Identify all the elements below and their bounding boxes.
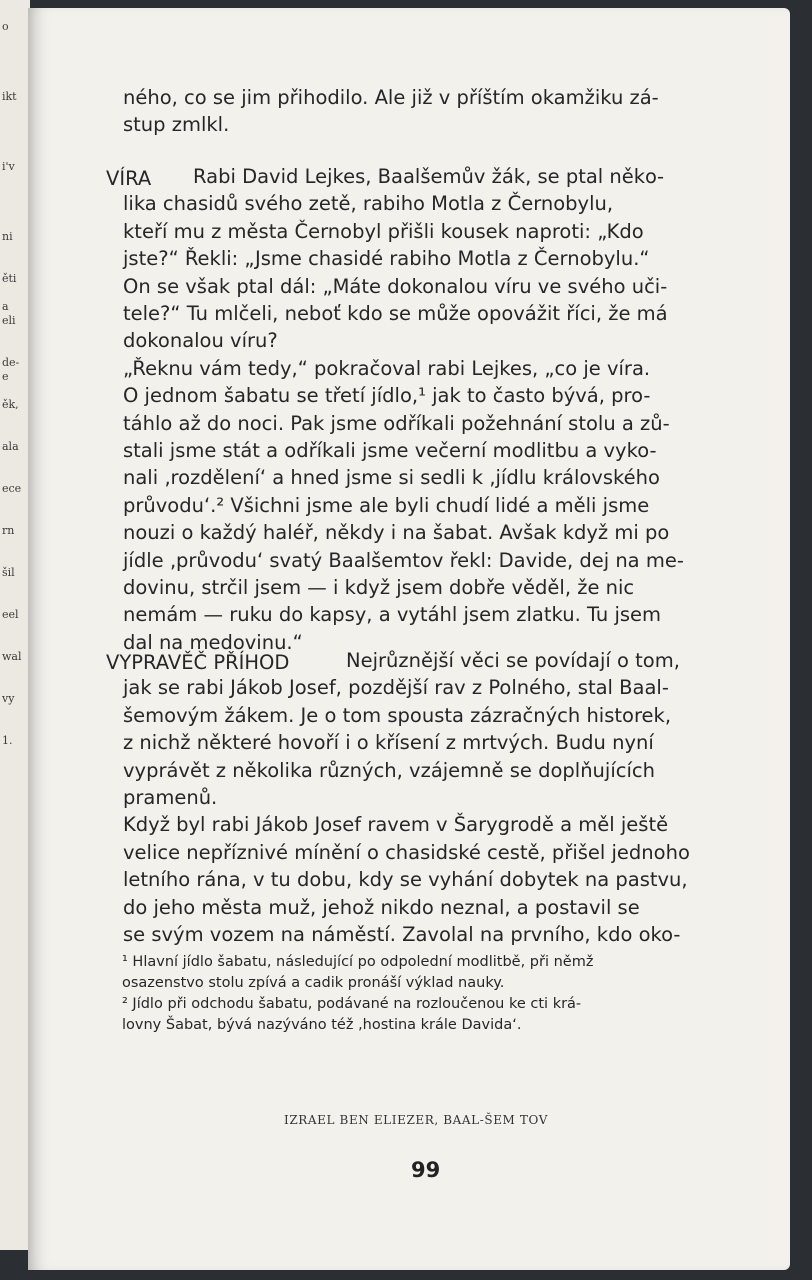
vira-line: stali jsme stát a odříkali jsme večerní modlitbu a vyko- [123,439,657,462]
left-page-fragment: a [2,300,9,313]
vira-line: „Řeknu vám tedy,“ pokračoval rabi Lejkes, „co je víra. [123,356,651,380]
vyp-line: šemovým žákem. Je o tom spousta zázračných historek, [123,703,672,727]
running-footer: IZRAEL BEN ELIEZER, BAAL-ŠEM TOV [284,1113,548,1127]
left-page-fragment: e [2,370,9,383]
left-page-fragment: ni [2,230,13,243]
left-page-fragment: i'v [2,160,15,173]
vira-line: dal na medovinu.“ [123,630,303,654]
vyp-line: vyprávět z několika různých, vzájemně se doplňujících [123,758,655,782]
left-page-fragment: ala [2,440,19,453]
left-page-fragment: ikt [2,90,17,103]
vyp-line: Když byl rabi Jákob Josef ravem v Šarygrodě a měl ještě [123,813,669,837]
left-page-fragment: ěti [2,272,17,285]
vyp-line: z nichž některé hovoří i o křísení z mrtvých. Budu nyní [123,731,654,755]
vira-line: nemám — ruku do kapsy, a vytáhl jsem zlatku. Tu jsem [123,603,662,627]
left-page-fragment: ěk, [2,398,19,411]
vira-line: dovinu, strčil jsem — i když jsem dobře věděl, že nic [123,576,635,599]
section-heading-vypravec: VYPRAVĚČ PŘÍHOD [106,651,290,674]
vyp-line: velice nepříznivé mínění o chasidské cestě, přišel jednoho [123,840,690,864]
vira-line: dokonalou víru? [123,329,278,353]
page-number: 99 [411,1158,441,1182]
fn-line: osazenstvo stolu zpívá a cadik pronáší výklad nauky. [122,975,505,991]
left-page-edge [0,0,30,1250]
vyp-line: se svým vozem na náměstí. Zavolal na prvního, kdo oko- [123,923,681,946]
vira-line: táhlo až do noci. Pak jsme odříkali požehnání stolu a zů- [123,411,670,435]
left-page-fragment: wal [2,650,22,663]
left-page-fragment: šil [2,566,15,579]
vira-line: nouzi o každý haléř, někdy i na šabat. Avšak když mi po [123,521,670,545]
vira-line: On se však ptal dál: „Máte dokonalou víru ve svého uči- [123,274,668,298]
book-page [28,8,790,1270]
vira-first-line: Rabi David Lejkes, Baalšemův žák, se ptal někо- [193,165,665,188]
section-heading-vira: VÍRA [106,167,152,190]
left-page-fragment: eli [2,314,16,327]
fn-line: ¹ Hlavní jídlo šabatu, následující po odpolední modlitbě, při němž [122,954,594,970]
left-page-fragment: rn [2,524,15,537]
vyp-line: jak se rabi Jákob Josef, pozdější rav z Polného, stal Baal- [123,676,669,700]
vira-line: tele?“ Tu mlčeli, neboť kdo se může opovážit říci, že má [123,302,668,325]
left-page-fragment: vy [2,692,15,705]
vira-line: kteří mu z města Černobyl přišli kousek naproti: „Kdo [123,219,644,243]
intro-line-1: ného, co se jim přihodilo. Ale již v příštím okamžiku zá- [123,86,659,109]
vira-line: jste?“ Řekli: „Jsme chasidé rabiho Motla z Černobylu.“ [123,247,650,271]
left-page-fragment: 1. [2,734,13,747]
vira-line: nali ‚rozdělení‘ a hned jsme si sedli k ‚jídlu královského [123,466,660,490]
left-page-fragment: o [2,20,9,33]
vira-line: O jednom šabatu se třetí jídlo,¹ jak to často bývá, pro- [123,384,651,408]
vira-line: průvodu‘.² Všichni jsme ale byli chudí lidé a měli jsme [123,493,650,517]
fn-line: ² Jídlo při odchodu šabatu, podávané na rozloučenou ke cti krá- [122,996,582,1012]
left-page-fragment: eel [2,608,19,621]
vyp-line: pramenů. [123,786,218,809]
vyp-line: do jeho města muž, jehož nikdo neznal, a postavil se [123,895,640,919]
fn-line: lovny Šabat, bývá nazýváno též ‚hostina krále Davida‘. [122,1017,522,1033]
left-page-fragment: ece [2,482,22,495]
intro-line-2: stup zmlkl. [123,113,230,136]
vira-line: jídle ‚průvodu‘ svatý Baalšemtov řekl: Davide, dej na me- [123,548,684,572]
left-page-fragment: de- [2,356,20,369]
vypravec-first-line: Nejrůznější věci se povídají o tom, [346,649,680,672]
vyp-line: letního rána, v tu dobu, kdy se vyhání dobytek na pastvu, [123,868,688,892]
vira-line: lika chasidů svého zetě, rabiho Motla z Černobylu, [123,192,614,216]
